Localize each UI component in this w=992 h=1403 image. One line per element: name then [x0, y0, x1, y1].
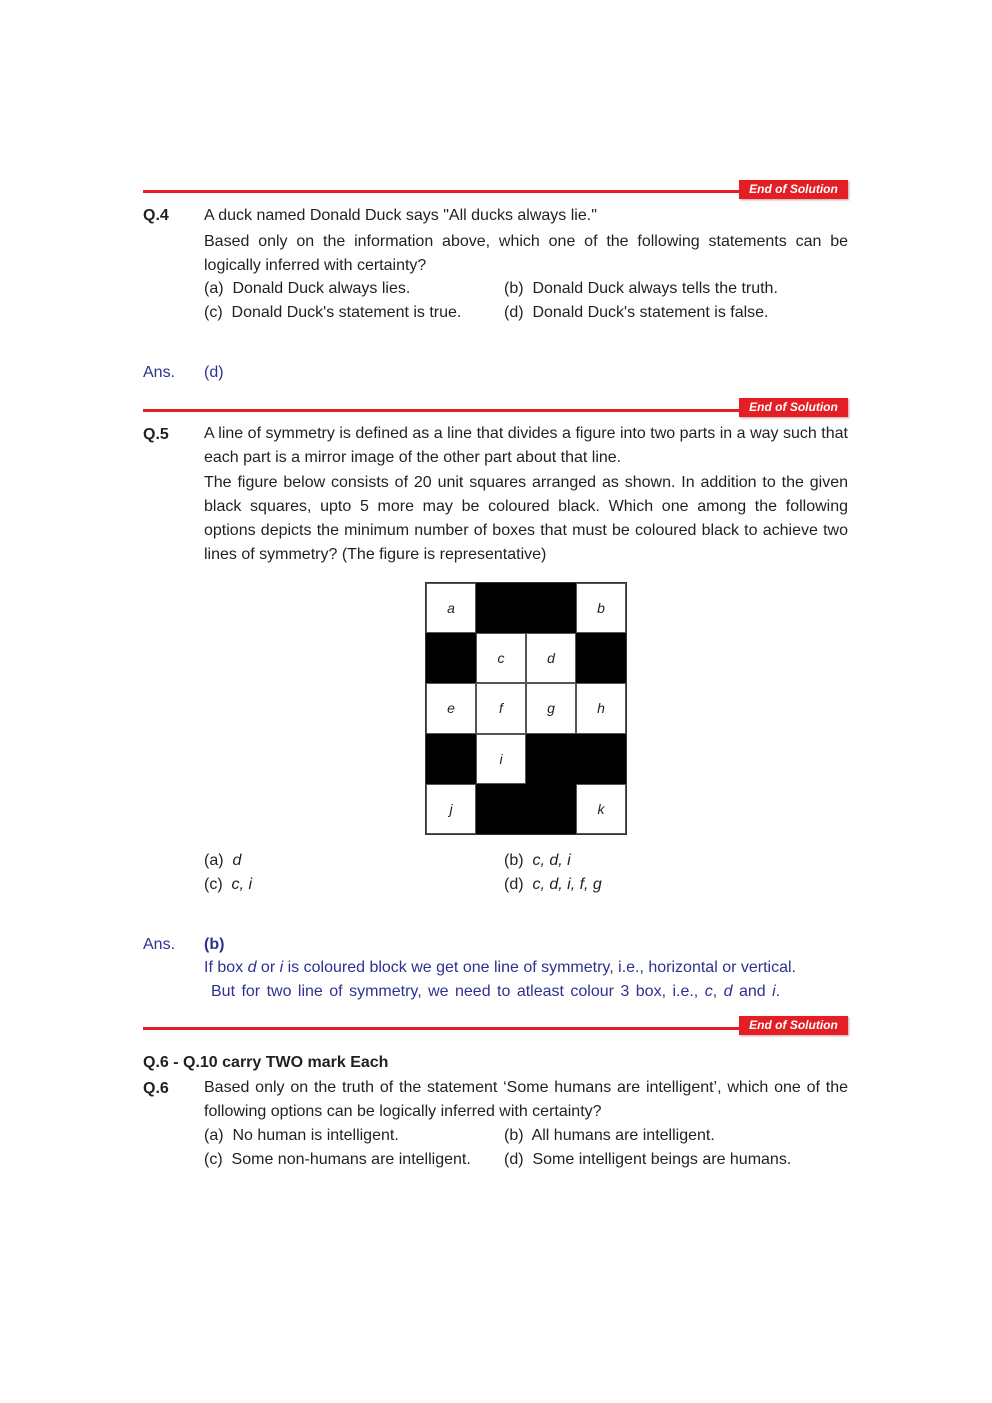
grid-cell-e: e	[426, 683, 476, 733]
symmetry-grid-figure	[425, 582, 627, 835]
grid-cell-g: g	[526, 683, 576, 733]
end-of-solution-badge: End of Solution	[739, 398, 848, 417]
grid-cell-black	[526, 583, 576, 633]
question-number: Q.4	[143, 207, 169, 224]
option-d: (d) Some intelligent beings are humans.	[504, 1151, 792, 1168]
end-of-solution-badge: End of Solution	[739, 180, 848, 199]
grid-cell-black	[576, 734, 626, 784]
explanation-line: But for two line of symmetry, we need to atleast colour 3 box, i.e., c, d and i.	[211, 983, 781, 1000]
question-text: The figure below consists of 20 unit squares arranged as shown. In addition to the given black squares, upto 5 more may be coloured black. Which one among the following options depicts the minimum number of boxes that must be coloured black to achieve two lines of symmetry? (The figure is representative)	[204, 474, 848, 563]
grid-cell-k: k	[576, 784, 626, 834]
answer-label: Ans.	[143, 936, 176, 953]
option-c: (c) c, i	[204, 876, 252, 893]
divider-rule	[143, 190, 741, 193]
grid-cell-black	[426, 633, 476, 683]
question-text: A duck named Donald Duck says "All ducks always lie."	[204, 207, 597, 224]
section-heading: Q.6 - Q.10 carry TWO mark Each	[143, 1054, 389, 1071]
option-a: (a) d	[204, 852, 242, 869]
answer-value: (d)	[204, 364, 224, 381]
grid-cell-h: h	[576, 683, 626, 733]
option-c: (c) Some non-humans are intelligent.	[204, 1151, 471, 1168]
grid-cell-black	[476, 784, 526, 834]
option-d: (d) Donald Duck's statement is false.	[504, 304, 769, 321]
option-a: (a) No human is intelligent.	[204, 1127, 399, 1144]
grid-cell-a: a	[426, 583, 476, 633]
answer-value: (b)	[204, 936, 225, 953]
option-b: (b) All humans are intelligent.	[504, 1127, 715, 1144]
grid-cell-f: f	[476, 683, 526, 733]
question-text: Based only on the information above, which one of the following statements can be logically inferred with certainty?	[204, 233, 848, 274]
grid-cell-i: i	[476, 734, 526, 784]
question-text: A line of symmetry is defined as a line that divides a figure into two parts in a way such that each part is a mirror image of the other part about that line.	[204, 425, 848, 466]
question-number: Q.5	[143, 426, 169, 443]
grid-cell-j: j	[426, 784, 476, 834]
option-c: (c) Donald Duck's statement is true.	[204, 304, 462, 321]
divider-rule	[143, 1027, 741, 1030]
grid-cell-d: d	[526, 633, 576, 683]
grid-cell-black	[576, 633, 626, 683]
grid-cell-black	[476, 583, 526, 633]
end-of-solution-badge: End of Solution	[739, 1016, 848, 1035]
grid-cell-black	[526, 784, 576, 834]
grid-cell-c: c	[476, 633, 526, 683]
grid-cell-b: b	[576, 583, 626, 633]
option-b: (b) Donald Duck always tells the truth.	[504, 280, 778, 297]
grid-cell-black	[526, 734, 576, 784]
explanation-line: If box d or i is coloured block we get one line of symmetry, i.e., horizontal or vertical.	[204, 959, 796, 976]
option-d: (d) c, d, i, f, g	[504, 876, 602, 893]
grid-cell-black	[426, 734, 476, 784]
divider-rule	[143, 409, 741, 412]
option-a: (a) Donald Duck always lies.	[204, 280, 411, 297]
question-text: Based only on the truth of the statement ‘Some humans are intelligent’, which one of the following options can be logically inferred with certainty?	[204, 1079, 848, 1120]
question-number: Q.6	[143, 1080, 169, 1097]
answer-label: Ans.	[143, 364, 176, 381]
option-b: (b) c, d, i	[504, 852, 571, 869]
